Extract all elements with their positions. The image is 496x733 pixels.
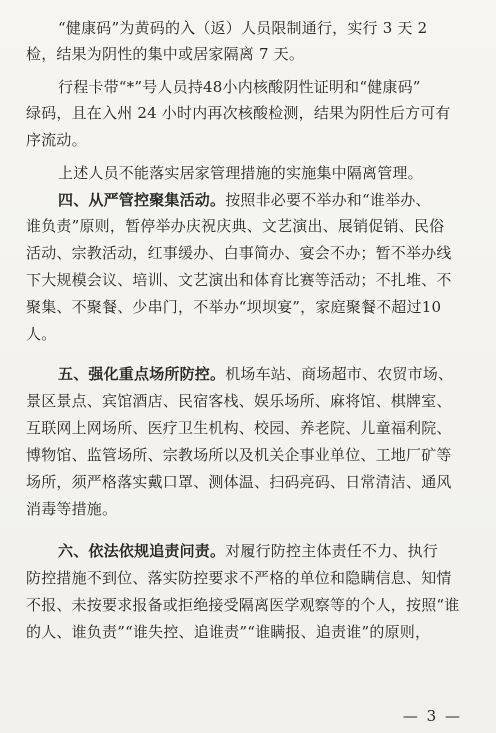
paragraph-line: 场所，须严格落实戴口罩、测体温、扫码亮码、日常清洁、通风: [26, 473, 452, 491]
paragraph-line: 行程卡带“*”号人员持48小内核酸阴性证明和“健康码”: [58, 78, 421, 96]
paragraph-line: “健康码”为黄码的入（返）人员限制通行，实行 3 天 2: [58, 19, 428, 37]
section-heading-six: 六、依法依规追责问责。: [58, 542, 226, 560]
paragraph-line: 检，结果为阴性的集中或居家隔离 7 天。: [26, 45, 305, 63]
section-five-first-line: [0, 364, 496, 384]
section-four-first-line: [0, 190, 496, 210]
paragraph-line: 上述人员不能落实居家管理措施的实施集中隔离管理。: [58, 164, 423, 182]
paragraph-line: 互联网上网场所、医疗卫生机构、校园、养老院、儿童福利院、: [26, 419, 452, 437]
paragraph-line: 消毒等措施。: [26, 500, 118, 518]
paragraph-line: 对履行防控主体责任不力、执行: [225, 542, 439, 560]
paragraph-line: 按照非必要不举办和“谁举办、: [225, 191, 431, 209]
paragraph-line: 不报、未按要求报备或拒绝接受隔离医学观察等的个人，按照“谁: [26, 596, 460, 614]
paragraph-line: 景区景点、宾馆酒店、民宿客栈、娱乐场所、麻将馆、棋牌室、: [26, 392, 452, 410]
section-heading-five: 五、强化重点场所防控。: [58, 365, 226, 383]
paragraph-line: 防控措施不到位、落实防控要求不严格的单位和隐瞒信息、知情: [26, 569, 452, 587]
paragraph-line: 下大规模会议、培训、文艺演出和体育比赛等活动；不扎堆、不: [26, 271, 452, 289]
paragraph-line: 谁负责”原则，暂停举办庆祝庆典、文艺演出、展销促销、民俗: [26, 217, 445, 235]
paragraph-line: 绿码，且在入州 24 小时内再次核酸检测，结果为阴性后方可有: [26, 104, 451, 122]
paragraph-line: 序流动。: [26, 131, 87, 149]
section-heading-four: 四、从严管控聚集活动。: [58, 191, 226, 209]
paragraph-line: 机场车站、商场超市、农贸市场、: [225, 365, 454, 383]
paragraph-line: 人。: [26, 325, 57, 343]
page-number: — 3 —: [402, 707, 462, 725]
paragraph-line: 博物馆、监管场所、宗教场所以及机关企事业单位、工地厂矿等: [26, 446, 452, 464]
paragraph-line: 的人、谁负责”“谁失控、追谁责”“谁瞒报、追责谁”的原则，: [26, 623, 431, 641]
paragraph-line: 活动、宗教活动，红事缓办、白事简办、宴会不办；暂不举办线: [26, 244, 452, 262]
paragraph-line: 聚集、不聚餐、少串门，不举办“坝坝宴”，家庭聚餐不超过10: [26, 298, 442, 316]
section-six-first-line: [0, 541, 496, 561]
